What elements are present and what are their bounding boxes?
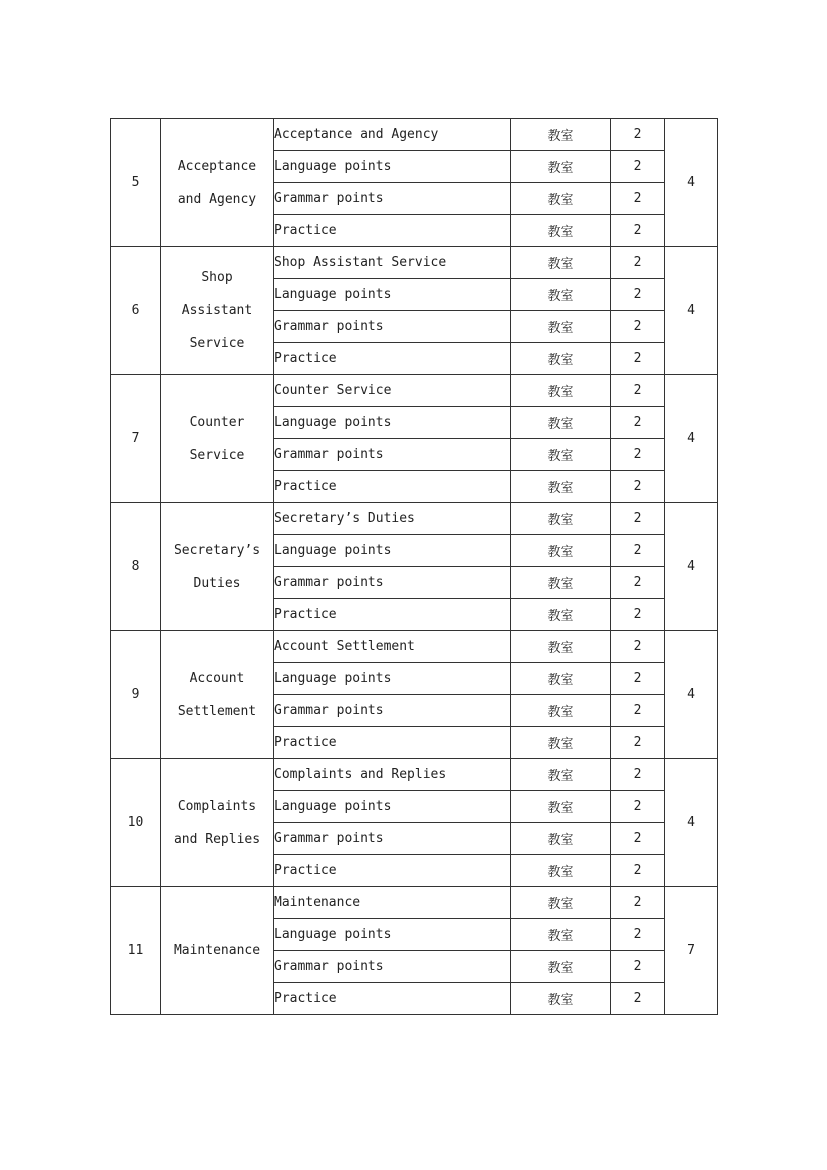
lesson-topic: Grammar points	[274, 951, 511, 983]
lesson-topic: Acceptance and Agency	[274, 119, 511, 151]
lesson-hours: 2	[611, 919, 665, 951]
lesson-hours: 2	[611, 951, 665, 983]
lesson-location: 教室	[511, 375, 611, 407]
lesson-hours: 2	[611, 471, 665, 503]
lesson-location: 教室	[511, 247, 611, 279]
lesson-location: 教室	[511, 279, 611, 311]
lesson-topic: Account Settlement	[274, 631, 511, 663]
lesson-topic: Practice	[274, 343, 511, 375]
lesson-location: 教室	[511, 439, 611, 471]
lesson-topic: Shop Assistant Service	[274, 247, 511, 279]
table-row	[111, 119, 718, 151]
lesson-location: 教室	[511, 951, 611, 983]
lesson-location: 教室	[511, 407, 611, 439]
unit-title-line: Account	[189, 670, 245, 686]
lesson-location: 教室	[511, 535, 611, 567]
lesson-location: 教室	[511, 503, 611, 535]
lesson-hours: 2	[611, 887, 665, 919]
unit-number: 10	[111, 759, 161, 887]
lesson-topic: Secretary’s Duties	[274, 503, 511, 535]
unit-title	[161, 119, 274, 247]
lesson-location: 教室	[511, 471, 611, 503]
unit-number: 5	[111, 119, 161, 247]
unit-title-line: Settlement	[177, 703, 257, 719]
lesson-hours: 2	[611, 983, 665, 1015]
lesson-topic: Practice	[274, 471, 511, 503]
lesson-topic: Language points	[274, 279, 511, 311]
table-row	[111, 887, 718, 919]
unit-total-hours: 4	[665, 119, 718, 247]
lesson-topic: Language points	[274, 791, 511, 823]
unit-title-line: Service	[189, 336, 245, 351]
unit-number: 8	[111, 503, 161, 631]
table-row	[111, 759, 718, 791]
lesson-hours: 2	[611, 151, 665, 183]
unit-title-line: Complaints	[177, 798, 257, 814]
lesson-location: 教室	[511, 887, 611, 919]
unit-total-hours: 4	[665, 631, 718, 759]
lesson-location: 教室	[511, 631, 611, 663]
unit-title	[161, 375, 274, 503]
unit-number: 9	[111, 631, 161, 759]
lesson-topic: Practice	[274, 215, 511, 247]
unit-total-hours: 4	[665, 375, 718, 503]
unit-title	[161, 631, 274, 759]
lesson-topic: Practice	[274, 855, 511, 887]
lesson-location: 教室	[511, 759, 611, 791]
lesson-topic: Language points	[274, 151, 511, 183]
unit-title	[161, 759, 274, 887]
unit-title-line: Service	[189, 447, 245, 463]
table-row	[111, 375, 718, 407]
lesson-hours: 2	[611, 695, 665, 727]
lesson-location: 教室	[511, 791, 611, 823]
lesson-topic: Grammar points	[274, 695, 511, 727]
lesson-hours: 2	[611, 503, 665, 535]
lesson-hours: 2	[611, 215, 665, 247]
lesson-location: 教室	[511, 727, 611, 759]
lesson-location: 教室	[511, 983, 611, 1015]
lesson-hours: 2	[611, 567, 665, 599]
lesson-location: 教室	[511, 855, 611, 887]
lesson-hours: 2	[611, 727, 665, 759]
unit-title-line: Duties	[193, 575, 241, 591]
unit-title	[161, 887, 274, 1015]
unit-title-line: Secretary’s	[173, 542, 261, 558]
unit-title-line: Maintenance	[173, 943, 261, 958]
unit-title-line: Assistant	[181, 303, 253, 318]
lesson-location: 教室	[511, 919, 611, 951]
lesson-hours: 2	[611, 407, 665, 439]
unit-number: 6	[111, 247, 161, 375]
lesson-hours: 2	[611, 599, 665, 631]
lesson-hours: 2	[611, 663, 665, 695]
unit-title-line: Acceptance	[177, 158, 257, 174]
lesson-location: 教室	[511, 567, 611, 599]
lesson-topic: Grammar points	[274, 567, 511, 599]
unit-total-hours: 7	[665, 887, 718, 1015]
lesson-hours: 2	[611, 823, 665, 855]
course-schedule-table	[110, 118, 718, 1015]
unit-title	[161, 503, 274, 631]
lesson-topic: Practice	[274, 599, 511, 631]
lesson-location: 教室	[511, 599, 611, 631]
lesson-location: 教室	[511, 663, 611, 695]
lesson-location: 教室	[511, 215, 611, 247]
lesson-location: 教室	[511, 119, 611, 151]
table-row	[111, 631, 718, 663]
lesson-topic: Grammar points	[274, 311, 511, 343]
lesson-hours: 2	[611, 119, 665, 151]
lesson-location: 教室	[511, 695, 611, 727]
unit-title-line: and Replies	[173, 831, 261, 847]
lesson-topic: Language points	[274, 919, 511, 951]
lesson-hours: 2	[611, 791, 665, 823]
lesson-hours: 2	[611, 279, 665, 311]
lesson-hours: 2	[611, 535, 665, 567]
lesson-hours: 2	[611, 375, 665, 407]
unit-title-line: and Agency	[177, 191, 257, 207]
unit-title	[161, 247, 274, 375]
lesson-topic: Counter Service	[274, 375, 511, 407]
lesson-hours: 2	[611, 855, 665, 887]
lesson-location: 教室	[511, 183, 611, 215]
lesson-hours: 2	[611, 759, 665, 791]
unit-title-line: Counter	[189, 414, 245, 430]
lesson-topic: Practice	[274, 983, 511, 1015]
lesson-location: 教室	[511, 343, 611, 375]
table-row	[111, 503, 718, 535]
unit-total-hours: 4	[665, 503, 718, 631]
lesson-topic: Grammar points	[274, 439, 511, 471]
lesson-location: 教室	[511, 823, 611, 855]
lesson-location: 教室	[511, 151, 611, 183]
lesson-topic: Language points	[274, 663, 511, 695]
unit-title-line: Shop	[201, 270, 233, 285]
lesson-hours: 2	[611, 183, 665, 215]
lesson-topic: Language points	[274, 407, 511, 439]
unit-total-hours: 4	[665, 759, 718, 887]
lesson-topic: Maintenance	[274, 887, 511, 919]
lesson-hours: 2	[611, 247, 665, 279]
lesson-topic: Grammar points	[274, 183, 511, 215]
lesson-hours: 2	[611, 311, 665, 343]
unit-total-hours: 4	[665, 247, 718, 375]
lesson-topic: Complaints and Replies	[274, 759, 511, 791]
lesson-hours: 2	[611, 439, 665, 471]
table-row	[111, 247, 718, 279]
schedule-body	[111, 119, 718, 1015]
lesson-topic: Practice	[274, 727, 511, 759]
unit-number: 7	[111, 375, 161, 503]
lesson-topic: Grammar points	[274, 823, 511, 855]
lesson-hours: 2	[611, 343, 665, 375]
lesson-topic: Language points	[274, 535, 511, 567]
lesson-location: 教室	[511, 311, 611, 343]
lesson-hours: 2	[611, 631, 665, 663]
unit-number: 11	[111, 887, 161, 1015]
